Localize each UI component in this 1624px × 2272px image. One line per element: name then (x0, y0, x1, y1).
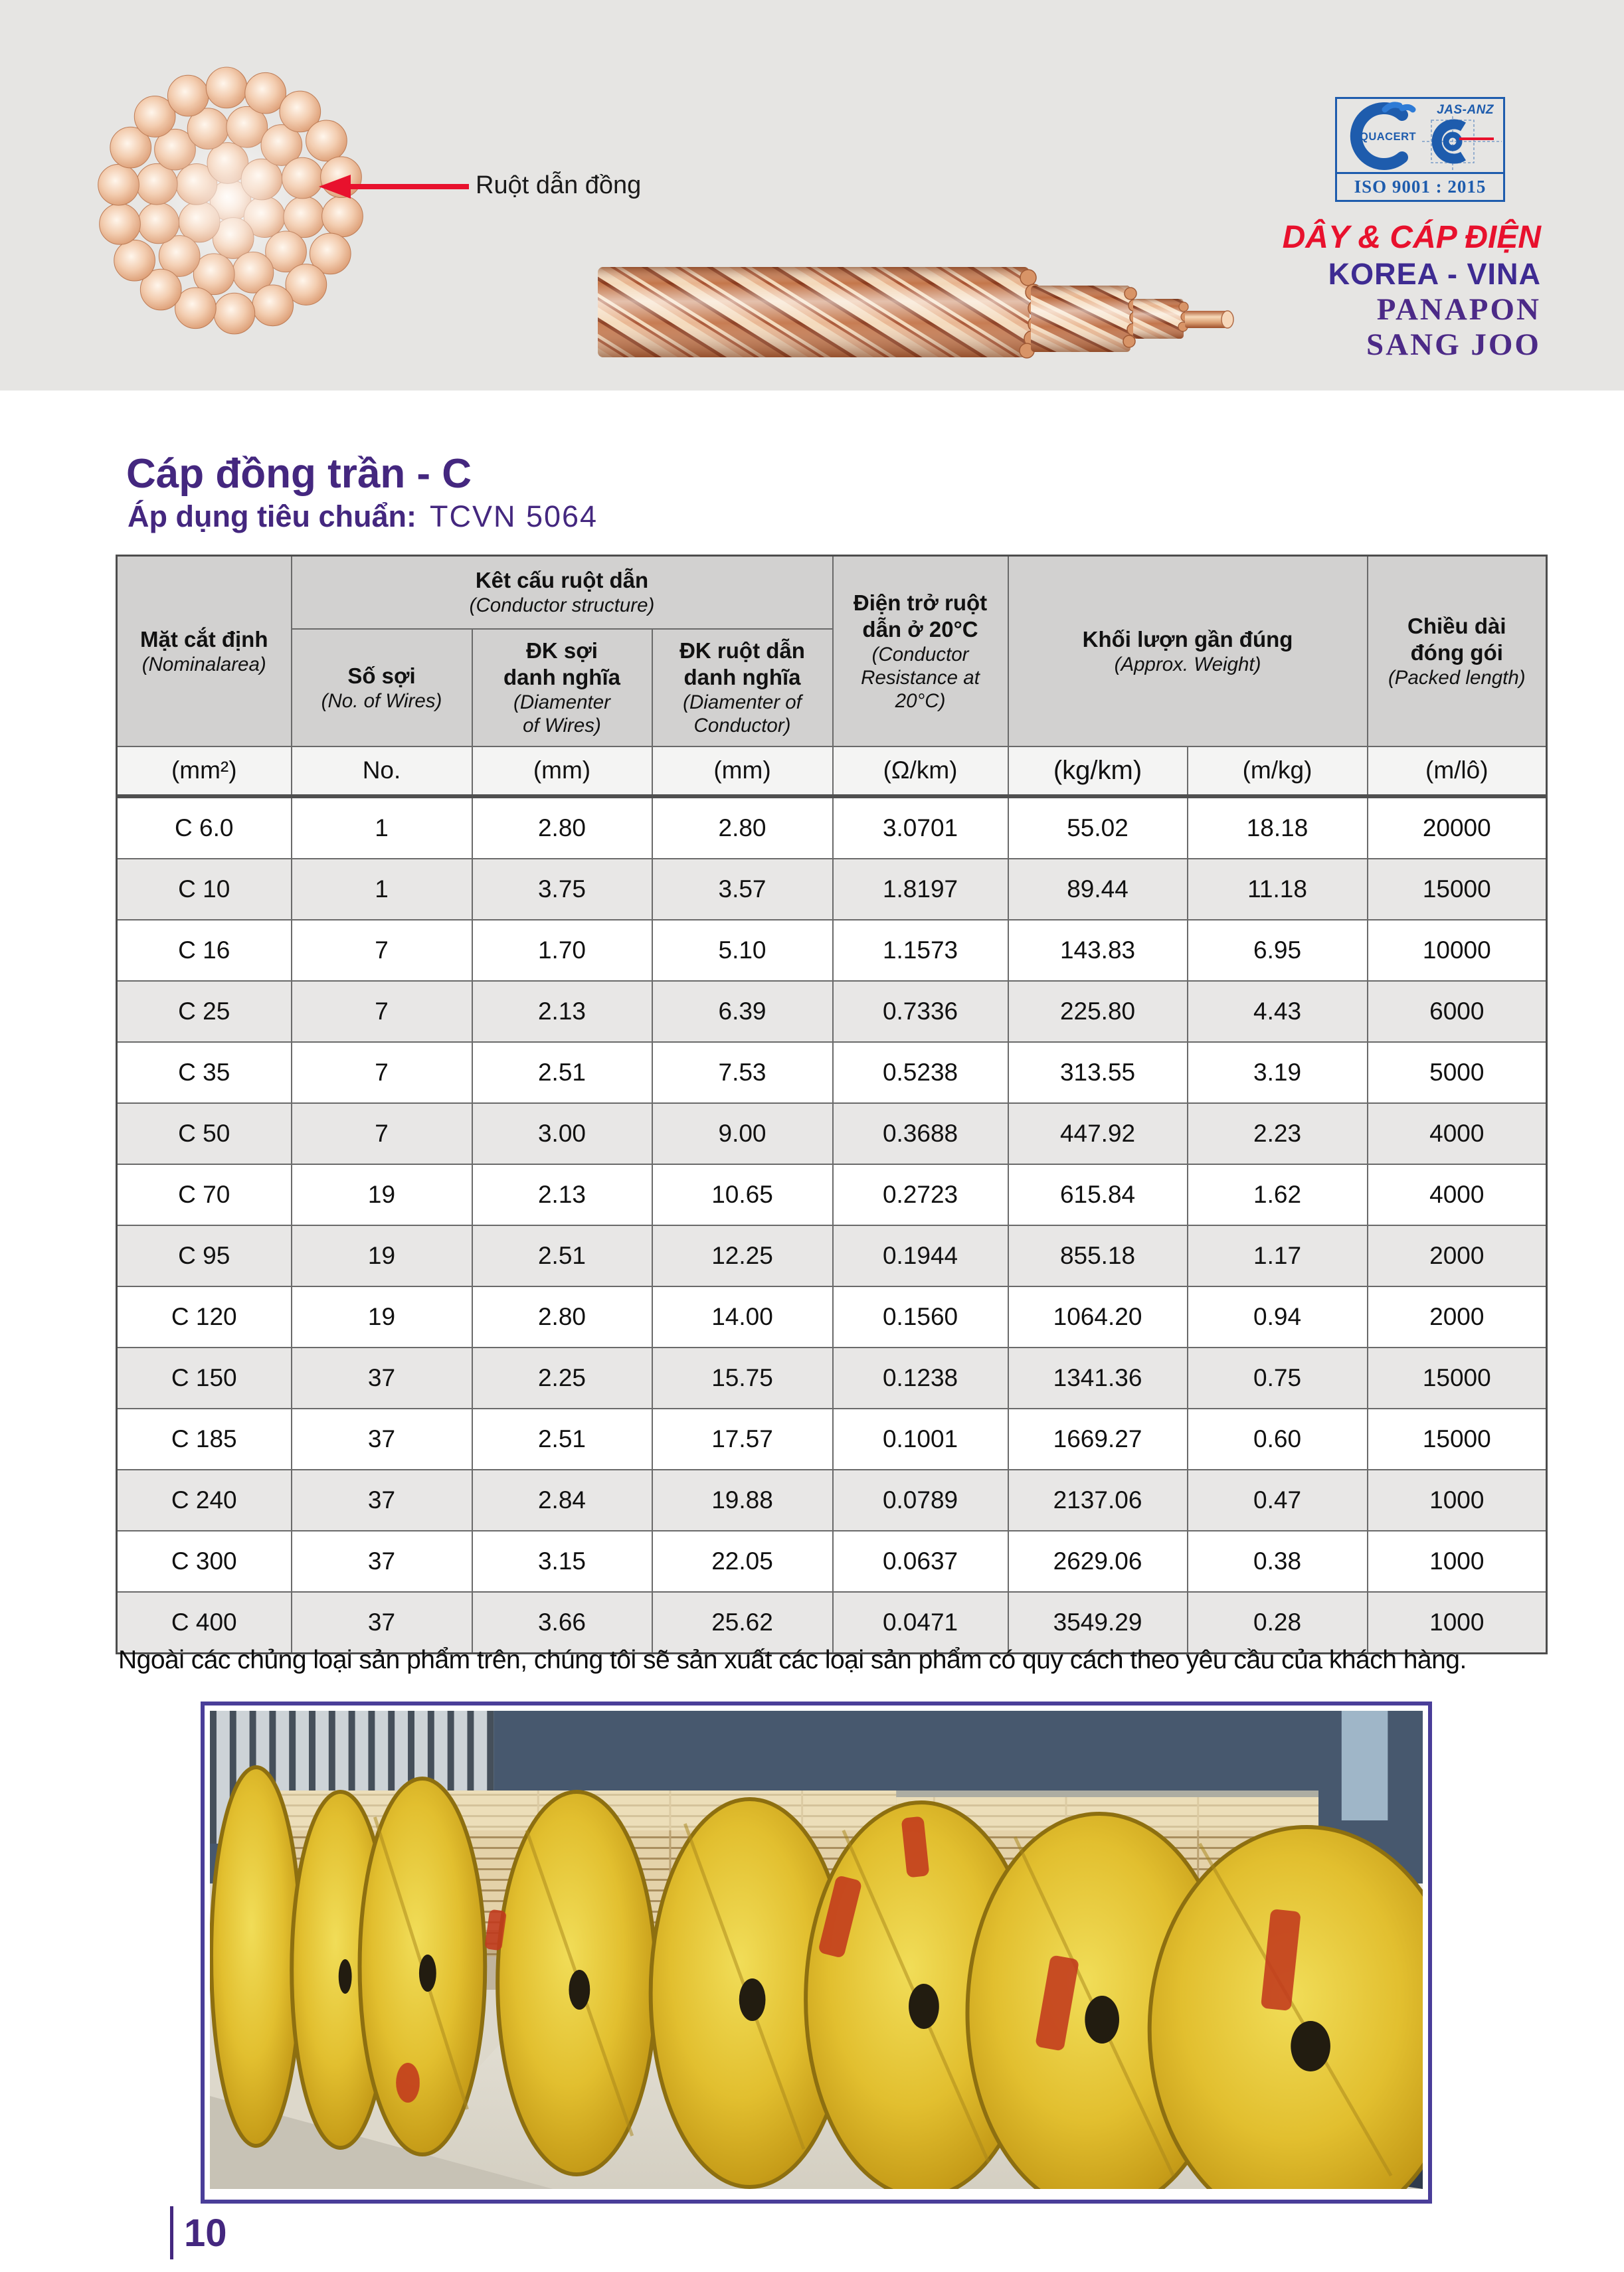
table-cell: 89.44 (1008, 859, 1188, 920)
table-cell: C 6.0 (117, 796, 292, 859)
table-cell: 19 (292, 1286, 472, 1348)
table-cell: 2.80 (472, 1286, 652, 1348)
table-cell: C 185 (117, 1409, 292, 1470)
iso-cert-badge (1335, 97, 1505, 202)
table-cell: 17.57 (652, 1409, 833, 1470)
table-cell: 37 (292, 1531, 472, 1592)
spec-table-head (117, 556, 1547, 796)
table-cell: 55.02 (1008, 796, 1188, 859)
page-subtitle (128, 499, 598, 534)
table-cell: 2137.06 (1008, 1470, 1188, 1531)
table-cell: C 120 (117, 1286, 292, 1348)
table-cell: C 240 (117, 1470, 292, 1531)
table-cell: C 300 (117, 1531, 292, 1592)
col-header-conductor-diameter: ĐK ruột dẫn danh nghĩa (Diamenter of Conductor) (652, 629, 833, 746)
table-cell: 0.0789 (833, 1470, 1008, 1531)
col-header-wire-diameter: ĐK sợi danh nghĩa (Diamenter of Wires) (472, 629, 652, 746)
table-cell: 2.51 (472, 1042, 652, 1103)
table-cell: 4000 (1368, 1103, 1547, 1164)
table-cell: 0.1238 (833, 1348, 1008, 1409)
page-title: Cáp đồng trần - C (126, 451, 472, 497)
table-cell: 0.94 (1188, 1286, 1368, 1348)
table-cell: 19 (292, 1164, 472, 1225)
standard-value: TCVN 5064 (429, 499, 598, 533)
footer-note: Ngoài các chủng loại sản phẩm trên, chúng tôi sẽ sản xuất các loại sản phẩm có quy cách theo yêu cầu của khách hàng. (118, 1646, 1467, 1674)
table-cell: C 10 (117, 859, 292, 920)
table-cell: C 25 (117, 981, 292, 1042)
col-header-nominal-area: Mặt cắt định (Nominalarea) (117, 556, 292, 746)
table-cell: 1341.36 (1008, 1348, 1188, 1409)
table-cell: 2.23 (1188, 1103, 1368, 1164)
table-cell: C 150 (117, 1348, 292, 1409)
table-cell: 2000 (1368, 1286, 1547, 1348)
table-row (117, 981, 1547, 1042)
table-cell: 5.10 (652, 920, 833, 981)
table-cell: C 95 (117, 1225, 292, 1286)
table-row (117, 1042, 1547, 1103)
table-cell: C 35 (117, 1042, 292, 1103)
unit-cell: (kg/km) (1008, 746, 1188, 796)
table-cell: 7 (292, 1103, 472, 1164)
table-cell: 2.13 (472, 981, 652, 1042)
table-cell: 37 (292, 1592, 472, 1654)
brand-line-sang-joo: SANG JOO (1366, 327, 1541, 362)
col-header-weight: Khối lượn gần đúng (Approx. Weight) (1008, 556, 1368, 746)
table-cell: 0.1001 (833, 1409, 1008, 1470)
table-cell: 1000 (1368, 1592, 1547, 1654)
table-row (117, 1225, 1547, 1286)
table-cell: 1.1573 (833, 920, 1008, 981)
table-cell: 3.0701 (833, 796, 1008, 859)
table-cell: 3549.29 (1008, 1592, 1188, 1654)
table-cell: 2.51 (472, 1409, 652, 1470)
unit-cell: (Ω/km) (833, 746, 1008, 796)
table-cell: 0.0637 (833, 1531, 1008, 1592)
unit-cell: (m/kg) (1188, 746, 1368, 796)
spec-table-body (117, 796, 1547, 1654)
table-cell: 0.3688 (833, 1103, 1008, 1164)
table-cell: C 70 (117, 1164, 292, 1225)
table-cell: 15000 (1368, 1348, 1547, 1409)
table-cell: 19 (292, 1225, 472, 1286)
table-cell: 0.75 (1188, 1348, 1368, 1409)
table-cell: 3.19 (1188, 1042, 1368, 1103)
copper-cable-illustration (598, 252, 1235, 372)
page-number (170, 2206, 227, 2259)
table-cell: 0.5238 (833, 1042, 1008, 1103)
table-cell: 7 (292, 1042, 472, 1103)
table-cell: 1.62 (1188, 1164, 1368, 1225)
table-cell: 7 (292, 920, 472, 981)
table-cell: 4000 (1368, 1164, 1547, 1225)
table-cell: 0.47 (1188, 1470, 1368, 1531)
table-cell: 2000 (1368, 1225, 1547, 1286)
cross-section-label: Ruột dẫn đồng (476, 171, 642, 199)
table-cell: 615.84 (1008, 1164, 1188, 1225)
table-cell: 3.15 (472, 1531, 652, 1592)
table-cell: 6.39 (652, 981, 833, 1042)
table-cell: 0.1944 (833, 1225, 1008, 1286)
table-cell: 7 (292, 981, 472, 1042)
standard-label: Áp dụng tiêu chuẩn: (128, 499, 416, 533)
table-row (117, 796, 1547, 859)
table-cell: 447.92 (1008, 1103, 1188, 1164)
table-cell: 0.7336 (833, 981, 1008, 1042)
table-cell: 855.18 (1008, 1225, 1188, 1286)
table-cell: 9.00 (652, 1103, 833, 1164)
table-cell: 1 (292, 859, 472, 920)
table-cell: 22.05 (652, 1531, 833, 1592)
table-cell: 0.1560 (833, 1286, 1008, 1348)
table-cell: 3.66 (472, 1592, 652, 1654)
page-number-value: 10 (184, 2211, 227, 2255)
header-band (0, 0, 1624, 391)
table-cell: 1.17 (1188, 1225, 1368, 1286)
table-row (117, 920, 1547, 981)
table-cell: 1669.27 (1008, 1409, 1188, 1470)
table-cell: 1064.20 (1008, 1286, 1188, 1348)
table-cell: 15000 (1368, 1409, 1547, 1470)
table-cell: 10000 (1368, 920, 1547, 981)
table-cell: 0.0471 (833, 1592, 1008, 1654)
table-cell: 5000 (1368, 1042, 1547, 1103)
product-photo-frame (201, 1702, 1432, 2204)
brand-block (1283, 219, 1541, 363)
table-row (117, 1103, 1547, 1164)
table-row (117, 1409, 1547, 1470)
page-number-bar (170, 2206, 173, 2259)
table-cell: 14.00 (652, 1286, 833, 1348)
table-cell: 25.62 (652, 1592, 833, 1654)
table-cell: 15000 (1368, 859, 1547, 920)
table-cell: 2.80 (652, 796, 833, 859)
cable-cross-section-icon (92, 58, 369, 343)
table-cell: 7.53 (652, 1042, 833, 1103)
brand-line-korea-vina: KOREA - VINA (1328, 257, 1541, 291)
table-cell: 0.38 (1188, 1531, 1368, 1592)
table-cell: 6.95 (1188, 920, 1368, 981)
cert-badge-main (1337, 99, 1503, 172)
table-cell: 1.8197 (833, 859, 1008, 920)
table-cell: C 50 (117, 1103, 292, 1164)
unit-cell: (m/lô) (1368, 746, 1547, 796)
table-cell: 37 (292, 1470, 472, 1531)
unit-cell: (mm²) (117, 746, 292, 796)
col-header-packed-length: Chiều dài đóng gói (Packed length) (1368, 556, 1547, 746)
table-row (117, 1164, 1547, 1225)
table-cell: 1.70 (472, 920, 652, 981)
spec-table (116, 555, 1548, 1654)
table-cell: 3.57 (652, 859, 833, 920)
table-cell: 2629.06 (1008, 1531, 1188, 1592)
table-cell: 2.25 (472, 1348, 652, 1409)
brand-line-day-cap-dien: DÂY & CÁP ĐIỆN (1282, 220, 1541, 255)
table-cell: 0.28 (1188, 1592, 1368, 1654)
col-header-no-of-wires: Số sợi (No. of Wires) (292, 629, 472, 746)
table-row (117, 859, 1547, 920)
table-cell: 0.2723 (833, 1164, 1008, 1225)
brand-line-panapon: PANAPON (1376, 292, 1541, 327)
table-cell: 1000 (1368, 1531, 1547, 1592)
table-cell: 20000 (1368, 796, 1547, 859)
jas-anz-mark-icon (1422, 116, 1502, 172)
table-cell: 15.75 (652, 1348, 833, 1409)
table-cell: 143.83 (1008, 920, 1188, 981)
table-cell: 313.55 (1008, 1042, 1188, 1103)
table-row (117, 1592, 1547, 1654)
table-cell: 1000 (1368, 1470, 1547, 1531)
table-cell: 12.25 (652, 1225, 833, 1286)
table-cell: 37 (292, 1409, 472, 1470)
table-cell: 2.13 (472, 1164, 652, 1225)
table-cell: 3.75 (472, 859, 652, 920)
col-header-conductor-structure: Kêt cấu ruột dẫn (Conductor structure) (292, 556, 833, 629)
unit-cell: (mm) (472, 746, 652, 796)
table-row (117, 1531, 1547, 1592)
table-cell: 2.80 (472, 796, 652, 859)
unit-cell: No. (292, 746, 472, 796)
table-cell: 18.18 (1188, 796, 1368, 859)
table-cell: 19.88 (652, 1470, 833, 1531)
table-cell: 1 (292, 796, 472, 859)
iso-9001-label: ISO 9001 : 2015 (1337, 172, 1503, 200)
table-cell: 2.84 (472, 1470, 652, 1531)
table-cell: 0.60 (1188, 1409, 1368, 1470)
table-cell: 6000 (1368, 981, 1547, 1042)
table-cell: 11.18 (1188, 859, 1368, 920)
jas-anz-label: JAS-ANZ (1437, 103, 1494, 117)
table-cell: 225.80 (1008, 981, 1188, 1042)
col-header-resistance: Điện trở ruột dẫn ở 20°C (Conductor Resistance at 20°C) (833, 556, 1008, 746)
table-cell: 10.65 (652, 1164, 833, 1225)
unit-cell: (mm) (652, 746, 833, 796)
table-cell: 37 (292, 1348, 472, 1409)
table-cell: C 16 (117, 920, 292, 981)
callout-arrow-icon (317, 173, 470, 200)
quacert-label: QUACERT (1360, 131, 1417, 143)
table-row (117, 1286, 1547, 1348)
table-cell: 4.43 (1188, 981, 1368, 1042)
table-cell: C 400 (117, 1592, 292, 1654)
table-row (117, 1470, 1547, 1531)
cable-reels-photo (210, 1711, 1423, 2189)
table-cell: 3.00 (472, 1103, 652, 1164)
table-row (117, 1348, 1547, 1409)
table-cell: 2.51 (472, 1225, 652, 1286)
